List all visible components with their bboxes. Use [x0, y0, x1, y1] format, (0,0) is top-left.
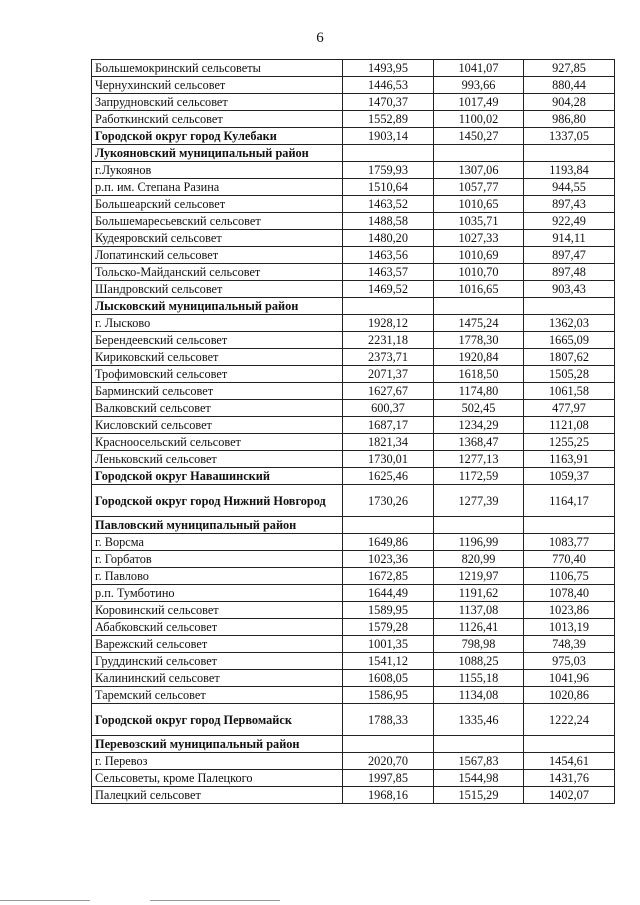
- row-name-cell: г.Лукоянов: [92, 162, 343, 179]
- value-2-cell: 1041,07: [434, 60, 524, 77]
- value-1-cell: 1023,36: [343, 551, 434, 568]
- value-3-cell: 1402,07: [524, 787, 615, 804]
- value-1-cell: 1552,89: [343, 111, 434, 128]
- table-row: [92, 517, 615, 534]
- table-row: [92, 94, 615, 111]
- value-2-cell: 1035,71: [434, 213, 524, 230]
- value-1-cell: 1903,14: [343, 128, 434, 145]
- value-3-cell: 897,43: [524, 196, 615, 213]
- table-row: [92, 111, 615, 128]
- value-2-cell: [434, 736, 524, 753]
- row-name-cell: Городской округ город Первомайск: [92, 704, 343, 736]
- table-row: [92, 400, 615, 417]
- value-2-cell: 1100,02: [434, 111, 524, 128]
- value-3-cell: 944,55: [524, 179, 615, 196]
- table-row: [92, 230, 615, 247]
- value-3-cell: 1255,25: [524, 434, 615, 451]
- value-1-cell: 1627,67: [343, 383, 434, 400]
- value-2-cell: 1567,83: [434, 753, 524, 770]
- value-3-cell: [524, 736, 615, 753]
- row-name-cell: Трофимовский сельсовет: [92, 366, 343, 383]
- row-name-cell: Городской округ Навашинский: [92, 468, 343, 485]
- table-row: [92, 196, 615, 213]
- value-1-cell: 2231,18: [343, 332, 434, 349]
- value-2-cell: 1778,30: [434, 332, 524, 349]
- table-row: [92, 349, 615, 366]
- tariff-table: [91, 59, 615, 804]
- value-3-cell: 897,48: [524, 264, 615, 281]
- row-name-cell: Большеарский сельсовет: [92, 196, 343, 213]
- value-2-cell: 1088,25: [434, 653, 524, 670]
- row-name-cell: Большемаресьевский сельсовет: [92, 213, 343, 230]
- value-3-cell: 1061,58: [524, 383, 615, 400]
- value-1-cell: 1649,86: [343, 534, 434, 551]
- value-1-cell: 1469,52: [343, 281, 434, 298]
- value-2-cell: 1027,33: [434, 230, 524, 247]
- value-3-cell: 1362,03: [524, 315, 615, 332]
- table-row: [92, 619, 615, 636]
- value-1-cell: 2071,37: [343, 366, 434, 383]
- table-row: [92, 670, 615, 687]
- value-2-cell: 1368,47: [434, 434, 524, 451]
- value-1-cell: 1759,93: [343, 162, 434, 179]
- value-3-cell: 903,43: [524, 281, 615, 298]
- table-row: [92, 787, 615, 804]
- row-name-cell: Кудеяровский сельсовет: [92, 230, 343, 247]
- row-name-cell: Валковский сельсовет: [92, 400, 343, 417]
- value-3-cell: 477,97: [524, 400, 615, 417]
- table-row: [92, 653, 615, 670]
- row-name-cell: Коровинский сельсовет: [92, 602, 343, 619]
- table-row: [92, 162, 615, 179]
- value-2-cell: 1174,80: [434, 383, 524, 400]
- row-name-cell: Абабковский сельсовет: [92, 619, 343, 636]
- row-name-cell: Груддинский сельсовет: [92, 653, 343, 670]
- value-3-cell: 927,85: [524, 60, 615, 77]
- table-row: [92, 568, 615, 585]
- row-name-cell: Лысковский муниципальный район: [92, 298, 343, 315]
- value-3-cell: 1337,05: [524, 128, 615, 145]
- row-name-cell: Перевозский муниципальный район: [92, 736, 343, 753]
- table-row: [92, 298, 615, 315]
- value-1-cell: 1672,85: [343, 568, 434, 585]
- table-body: [92, 60, 615, 804]
- table-row: [92, 145, 615, 162]
- value-1-cell: 1788,33: [343, 704, 434, 736]
- value-3-cell: 1020,86: [524, 687, 615, 704]
- value-1-cell: 1928,12: [343, 315, 434, 332]
- table-row: [92, 332, 615, 349]
- value-2-cell: 1057,77: [434, 179, 524, 196]
- value-1-cell: 1493,95: [343, 60, 434, 77]
- table-row: [92, 770, 615, 787]
- value-2-cell: 1126,41: [434, 619, 524, 636]
- value-1-cell: 1463,57: [343, 264, 434, 281]
- table-row: [92, 315, 615, 332]
- value-1-cell: 1730,01: [343, 451, 434, 468]
- value-3-cell: 770,40: [524, 551, 615, 568]
- table-row: [92, 60, 615, 77]
- row-name-cell: Городской округ город Кулебаки: [92, 128, 343, 145]
- value-3-cell: 1163,91: [524, 451, 615, 468]
- value-1-cell: 600,37: [343, 400, 434, 417]
- value-1-cell: 1579,28: [343, 619, 434, 636]
- value-2-cell: 1234,29: [434, 417, 524, 434]
- value-3-cell: 1041,96: [524, 670, 615, 687]
- row-name-cell: Лукояновский муниципальный район: [92, 145, 343, 162]
- value-3-cell: 1807,62: [524, 349, 615, 366]
- table-row: [92, 264, 615, 281]
- row-name-cell: Шандровский сельсовет: [92, 281, 343, 298]
- table-row: [92, 687, 615, 704]
- row-name-cell: г. Перевоз: [92, 753, 343, 770]
- table-row: [92, 451, 615, 468]
- row-name-cell: г. Павлово: [92, 568, 343, 585]
- row-name-cell: Берендеевский сельсовет: [92, 332, 343, 349]
- value-3-cell: [524, 517, 615, 534]
- row-name-cell: Кисловский сельсовет: [92, 417, 343, 434]
- page-number: 6: [316, 30, 324, 46]
- value-2-cell: 1219,97: [434, 568, 524, 585]
- value-1-cell: 1001,35: [343, 636, 434, 653]
- value-2-cell: 1137,08: [434, 602, 524, 619]
- table-row: [92, 704, 615, 736]
- value-2-cell: 1544,98: [434, 770, 524, 787]
- value-3-cell: 748,39: [524, 636, 615, 653]
- value-2-cell: 1277,39: [434, 485, 524, 517]
- value-2-cell: 1172,59: [434, 468, 524, 485]
- row-name-cell: Чернухинский сельсовет: [92, 77, 343, 94]
- value-1-cell: 1608,05: [343, 670, 434, 687]
- value-1-cell: 2020,70: [343, 753, 434, 770]
- value-3-cell: 1222,24: [524, 704, 615, 736]
- row-name-cell: Кириковский сельсовет: [92, 349, 343, 366]
- value-3-cell: 922,49: [524, 213, 615, 230]
- row-name-cell: р.п. им. Степана Разина: [92, 179, 343, 196]
- value-2-cell: 502,45: [434, 400, 524, 417]
- table-row: [92, 468, 615, 485]
- value-3-cell: 914,11: [524, 230, 615, 247]
- value-1-cell: 1463,52: [343, 196, 434, 213]
- value-2-cell: 1016,65: [434, 281, 524, 298]
- row-name-cell: Таремский сельсовет: [92, 687, 343, 704]
- row-name-cell: Большемокринский сельсоветы: [92, 60, 343, 77]
- value-1-cell: 1730,26: [343, 485, 434, 517]
- scan-artifact-line: [0, 900, 90, 901]
- table-row: [92, 485, 615, 517]
- table-row: [92, 602, 615, 619]
- row-name-cell: г. Горбатов: [92, 551, 343, 568]
- value-2-cell: 1450,27: [434, 128, 524, 145]
- value-1-cell: 1589,95: [343, 602, 434, 619]
- value-2-cell: 1920,84: [434, 349, 524, 366]
- value-2-cell: 993,66: [434, 77, 524, 94]
- row-name-cell: г. Ворсма: [92, 534, 343, 551]
- table-row: [92, 636, 615, 653]
- value-2-cell: 1307,06: [434, 162, 524, 179]
- table-row: [92, 383, 615, 400]
- table-row: [92, 434, 615, 451]
- value-1-cell: [343, 736, 434, 753]
- row-name-cell: Красноосельский сельсовет: [92, 434, 343, 451]
- row-name-cell: Леньковский сельсовет: [92, 451, 343, 468]
- value-3-cell: 986,80: [524, 111, 615, 128]
- value-1-cell: 1821,34: [343, 434, 434, 451]
- value-3-cell: 1193,84: [524, 162, 615, 179]
- table-row: [92, 551, 615, 568]
- table-row: [92, 281, 615, 298]
- value-3-cell: 1505,28: [524, 366, 615, 383]
- value-2-cell: [434, 145, 524, 162]
- value-3-cell: 1013,19: [524, 619, 615, 636]
- value-1-cell: 1480,20: [343, 230, 434, 247]
- row-name-cell: Павловский муниципальный район: [92, 517, 343, 534]
- value-3-cell: [524, 145, 615, 162]
- table-row: [92, 736, 615, 753]
- table-row: [92, 417, 615, 434]
- value-1-cell: [343, 298, 434, 315]
- table-row: [92, 213, 615, 230]
- row-name-cell: Сельсоветы, кроме Палецкого: [92, 770, 343, 787]
- table-row: [92, 179, 615, 196]
- value-2-cell: 1475,24: [434, 315, 524, 332]
- row-name-cell: Тольско-Майданский сельсовет: [92, 264, 343, 281]
- row-name-cell: Городской округ город Нижний Новгород: [92, 485, 343, 517]
- row-name-cell: г. Лысково: [92, 315, 343, 332]
- value-3-cell: 1083,77: [524, 534, 615, 551]
- value-2-cell: 1134,08: [434, 687, 524, 704]
- value-2-cell: 820,99: [434, 551, 524, 568]
- value-1-cell: [343, 145, 434, 162]
- value-2-cell: 1010,65: [434, 196, 524, 213]
- value-2-cell: 1017,49: [434, 94, 524, 111]
- value-2-cell: 1618,50: [434, 366, 524, 383]
- value-3-cell: 1454,61: [524, 753, 615, 770]
- value-1-cell: 1687,17: [343, 417, 434, 434]
- value-3-cell: [524, 298, 615, 315]
- row-name-cell: Калининский сельсовет: [92, 670, 343, 687]
- value-2-cell: 798,98: [434, 636, 524, 653]
- value-3-cell: 1431,76: [524, 770, 615, 787]
- value-3-cell: 975,03: [524, 653, 615, 670]
- value-3-cell: 1164,17: [524, 485, 615, 517]
- row-name-cell: Работкинский сельсовет: [92, 111, 343, 128]
- value-3-cell: 1059,37: [524, 468, 615, 485]
- value-1-cell: 1541,12: [343, 653, 434, 670]
- value-3-cell: 880,44: [524, 77, 615, 94]
- value-3-cell: 904,28: [524, 94, 615, 111]
- value-3-cell: 1106,75: [524, 568, 615, 585]
- value-3-cell: 1023,86: [524, 602, 615, 619]
- value-1-cell: 1446,53: [343, 77, 434, 94]
- row-name-cell: Варежский сельсовет: [92, 636, 343, 653]
- value-1-cell: 1586,95: [343, 687, 434, 704]
- value-2-cell: 1155,18: [434, 670, 524, 687]
- value-2-cell: [434, 298, 524, 315]
- value-1-cell: 1644,49: [343, 585, 434, 602]
- row-name-cell: Палецкий сельсовет: [92, 787, 343, 804]
- value-2-cell: 1010,70: [434, 264, 524, 281]
- value-1-cell: 1463,56: [343, 247, 434, 264]
- value-1-cell: 1470,37: [343, 94, 434, 111]
- row-name-cell: Запрудновский сельсовет: [92, 94, 343, 111]
- table-row: [92, 585, 615, 602]
- value-2-cell: 1196,99: [434, 534, 524, 551]
- value-1-cell: 1968,16: [343, 787, 434, 804]
- value-2-cell: 1010,69: [434, 247, 524, 264]
- value-1-cell: 1488,58: [343, 213, 434, 230]
- value-2-cell: 1335,46: [434, 704, 524, 736]
- row-name-cell: Барминский сельсовет: [92, 383, 343, 400]
- value-2-cell: 1277,13: [434, 451, 524, 468]
- value-1-cell: 1625,46: [343, 468, 434, 485]
- value-1-cell: 2373,71: [343, 349, 434, 366]
- table-row: [92, 77, 615, 94]
- value-1-cell: [343, 517, 434, 534]
- value-3-cell: 1078,40: [524, 585, 615, 602]
- table-row: [92, 128, 615, 145]
- scan-artifact-line: [150, 900, 280, 901]
- value-3-cell: 897,47: [524, 247, 615, 264]
- row-name-cell: р.п. Тумботино: [92, 585, 343, 602]
- value-3-cell: 1665,09: [524, 332, 615, 349]
- value-2-cell: 1191,62: [434, 585, 524, 602]
- table-row: [92, 753, 615, 770]
- value-2-cell: 1515,29: [434, 787, 524, 804]
- row-name-cell: Лопатинский сельсовет: [92, 247, 343, 264]
- value-2-cell: [434, 517, 524, 534]
- value-1-cell: 1997,85: [343, 770, 434, 787]
- value-3-cell: 1121,08: [524, 417, 615, 434]
- table-row: [92, 534, 615, 551]
- table-row: [92, 366, 615, 383]
- value-1-cell: 1510,64: [343, 179, 434, 196]
- table-row: [92, 247, 615, 264]
